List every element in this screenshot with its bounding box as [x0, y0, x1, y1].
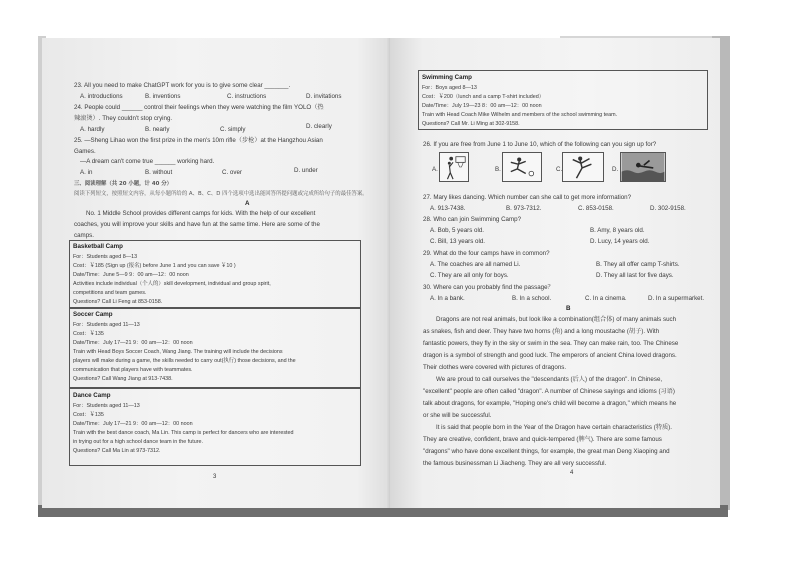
- q25-option-b: B. without: [145, 169, 173, 176]
- page-number-4: 4: [570, 470, 574, 476]
- swimming-camp-box: [418, 70, 708, 130]
- soccer-text-3: communication that players have with teammates.: [73, 367, 193, 373]
- soccer-cost: Cost：￥135: [73, 331, 104, 337]
- q29-option-b: B. They all offer camp T-shirts.: [596, 261, 680, 268]
- passage-b-p1-line3: fantastic powers, they fly in the sky or swim in the sea. They can make rain, too. The Chinese: [423, 340, 679, 347]
- soccer-text-2: players will make during a game, the skills needed to carry out(执行) those decisions, and the: [73, 358, 296, 364]
- left-page: [42, 38, 392, 508]
- soccer-title: Soccer Camp: [73, 311, 113, 318]
- q29-option-c: C. They are all only for boys.: [430, 272, 509, 279]
- soccer-time: Date/Time：July 17—21 9：00 am—12：00 noon: [73, 340, 193, 346]
- dance-text-1: Train with the best dance coach, Ma Lin. This camp is perfect for dancers who are interested: [73, 430, 294, 436]
- q23-option-c: C. instructions: [227, 93, 267, 100]
- swimming-text: Train with Head Coach Mike Wilhelm and members of the school swimming team.: [422, 112, 618, 118]
- q24-option-d: D. clearly: [306, 123, 332, 130]
- q30-stem: 30. Where can you probably find the passage？: [423, 284, 554, 291]
- basketball-title: Basketball Camp: [73, 243, 123, 250]
- q30-option-b: B. In a school.: [512, 295, 552, 302]
- q26-picture-c: [562, 152, 604, 182]
- passage-b-p2-line4: or she will be successful.: [423, 412, 492, 419]
- dance-text-2: in trying out for a high school dance team in the future.: [73, 439, 204, 445]
- dancer-icon: [563, 153, 603, 181]
- passage-b-p1-line5: Their clothes were covered with pictures of dragons.: [423, 364, 567, 371]
- q23-stem: 23. All you need to make ChatGPT work for you is to give some clear _______.: [74, 82, 291, 89]
- soccer-text-1: Train with Head Boys Soccer Coach, Wang Jiang. The training will include the decisions: [73, 349, 283, 355]
- basketball-activities-1: Activities include individual（个人的）skill development, individual and group spirit,: [73, 281, 271, 287]
- q24-option-c: C. simply: [220, 126, 246, 133]
- q26-label-d: D.: [612, 166, 619, 173]
- q28-option-c: C. Bill, 13 years old.: [430, 238, 486, 245]
- basketball-for: For：Students aged 8—13: [73, 254, 138, 260]
- q27-option-c: C. 853-0158.: [578, 205, 614, 212]
- dance-cost: Cost：￥135: [73, 412, 104, 418]
- dance-title: Dance Camp: [73, 392, 111, 399]
- q29-stem: 29. What do the four camps have in common?: [423, 250, 550, 257]
- q24-option-b: B. nearly: [145, 126, 170, 133]
- soccer-questions: Questions? Call Wang Jiang at 913-7438.: [73, 376, 173, 382]
- basketball-activities-2: competitions and team games.: [73, 290, 147, 296]
- passage-b-letter: B: [566, 305, 571, 312]
- q25-option-a: A. in: [80, 169, 93, 176]
- section3-title: 三、阅读理解（共 20 小题，计 40 分）: [74, 181, 172, 187]
- q25-stem-b: Games.: [74, 148, 96, 155]
- q28-option-b: B. Amy, 8 years old.: [590, 227, 645, 234]
- passage-a-letter: A: [245, 200, 250, 207]
- q27-option-b: B. 973-7312.: [506, 205, 542, 212]
- basketball-camp-box: [69, 240, 361, 308]
- q30-option-d: D. In a supermarket.: [648, 295, 705, 302]
- passage-b-p3-line1: It is said that people born in the Year of the Dragon have certain characteristics (特质).: [436, 424, 672, 431]
- q25-option-c: C. over: [222, 169, 242, 176]
- passage-b-p3-line4: the famous businessman Li Jiacheng. They are all very successful.: [423, 460, 607, 467]
- q26-picture-b: [502, 152, 542, 182]
- q29-option-a: A. The coaches are all named Li.: [430, 261, 521, 268]
- q26-label-c: C.: [556, 166, 563, 173]
- dance-questions: Questions? Call Ma Lin at 973-7312.: [73, 448, 161, 454]
- q24-stem-b: 辣滚烫）. They couldn't stop crying.: [74, 115, 173, 122]
- dance-time: Date/Time：July 17—21 9：00 am—12：00 noon: [73, 421, 193, 427]
- q23-option-b: B. inventions: [145, 93, 181, 100]
- q28-stem: 28. Who can join Swimming Camp?: [423, 216, 522, 223]
- passage-b-p2-line3: talk about dragons, for example, "Hoping one's child will become a dragon," which means he: [423, 400, 677, 407]
- swimming-questions: Questions? Call Mr. Li Ming at 302-9158.: [422, 121, 520, 127]
- q26-stem: 26. If you are free from June 1 to June 10, which of the following can you sign up for?: [423, 141, 657, 148]
- q28-option-a: A. Bob, 5 years old.: [430, 227, 484, 234]
- intro-line-1: No. 1 Middle School provides different camps for kids. With the help of our excellent: [86, 210, 316, 217]
- q25-stem-c: —A dream can't come true ______ working hard.: [80, 158, 215, 165]
- basketball-icon: [440, 153, 468, 181]
- dance-for: For：Students aged 11—13: [73, 403, 140, 409]
- swimming-time: Date/Time：July 19—23 8：00 am—12：00 noon: [422, 103, 542, 109]
- q28-option-d: D. Lucy, 14 years old.: [590, 238, 650, 245]
- passage-b-p1-line2: as snakes, fish and deer. They have two horns (角) and a long moustache (胡子). With: [423, 328, 660, 335]
- swimming-for: For：Boys aged 8—13: [422, 85, 477, 91]
- passage-b-p2-line2: "excellent" people are often called "dragon". A number of Chinese sayings and idioms (习语): [423, 388, 675, 395]
- intro-line-2: coaches, you will improve your skills and have fun at the same time. Here are some of the: [74, 221, 320, 228]
- q27-option-a: A. 913-7438.: [430, 205, 466, 212]
- basketball-questions: Questions? Call Li Feng at 853-0158.: [73, 299, 163, 305]
- passage-b-p3-line2: They are creative, confident, brave and quick-tempered (脾气). There are some famous: [423, 436, 662, 443]
- passage-b-p1-line4: dragon is a symbol of strength and good luck. The emperors of ancient China loved dragons.: [423, 352, 677, 359]
- page-number-3: 3: [213, 474, 217, 480]
- passage-b-p1-line1: Dragons are not real animals, but look like a combination(组合体) of many animals such: [436, 316, 677, 323]
- q23-option-d: D. invitations: [306, 93, 342, 100]
- soccer-icon: [503, 153, 541, 181]
- swimming-title: Swimming Camp: [422, 74, 472, 81]
- q25-option-d: D. under: [294, 167, 318, 174]
- swimmer-icon: [621, 153, 665, 181]
- soccer-camp-box: [69, 308, 361, 388]
- soccer-for: For：Students aged 11—13: [73, 322, 140, 328]
- q24-option-a: A. hardly: [80, 126, 105, 133]
- q29-option-d: D. They all last for five days.: [596, 272, 674, 279]
- basketball-cost: Cost：￥185 (Sign up (报名) before June 1 and you can save ￥10 ): [73, 263, 236, 269]
- right-page: [390, 38, 720, 508]
- section3-instructions: 阅读下列短文，按照短文内容，从每小题所给的 A、B、C、D 四个选项中选出能回答所提问题或完成所给句子的最佳答案。: [74, 191, 368, 197]
- q26-label-b: B.: [495, 166, 501, 173]
- q27-stem: 27. Mary likes dancing. Which number can she call to get more information?: [423, 194, 632, 201]
- swimming-cost: Cost：￥200（lunch and a camp T-shirt included）: [422, 94, 545, 100]
- q26-picture-a: [439, 152, 469, 182]
- q26-picture-d: [620, 152, 666, 182]
- passage-b-p3-line3: "dragons" who have done excellent things, for example, the great man Deng Xiaoping and: [423, 448, 670, 455]
- q24-stem-a: 24. People could ______ control their feelings when they were watching the film YOLO（热: [74, 104, 324, 111]
- q23-option-a: A. introductions: [80, 93, 123, 100]
- q30-option-c: C. In a cinema.: [585, 295, 627, 302]
- q27-option-d: D. 302-9158.: [650, 205, 686, 212]
- q30-option-a: A. In a bank.: [430, 295, 465, 302]
- intro-line-3: camps.: [74, 232, 94, 239]
- q26-label-a: A.: [432, 166, 438, 173]
- dance-camp-box: [69, 388, 361, 466]
- passage-b-p2-line1: We are proud to call ourselves the "descendants (后人) of the dragon". In Chinese,: [436, 376, 663, 383]
- q25-stem-a: 25. —Sheng Lihao won the first prize in the men's 10m rifle（步枪）at the Hangzhou Asian: [74, 137, 323, 144]
- basketball-time: Date/Time：June 5—9 9：00 am—12：00 noon: [73, 272, 189, 278]
